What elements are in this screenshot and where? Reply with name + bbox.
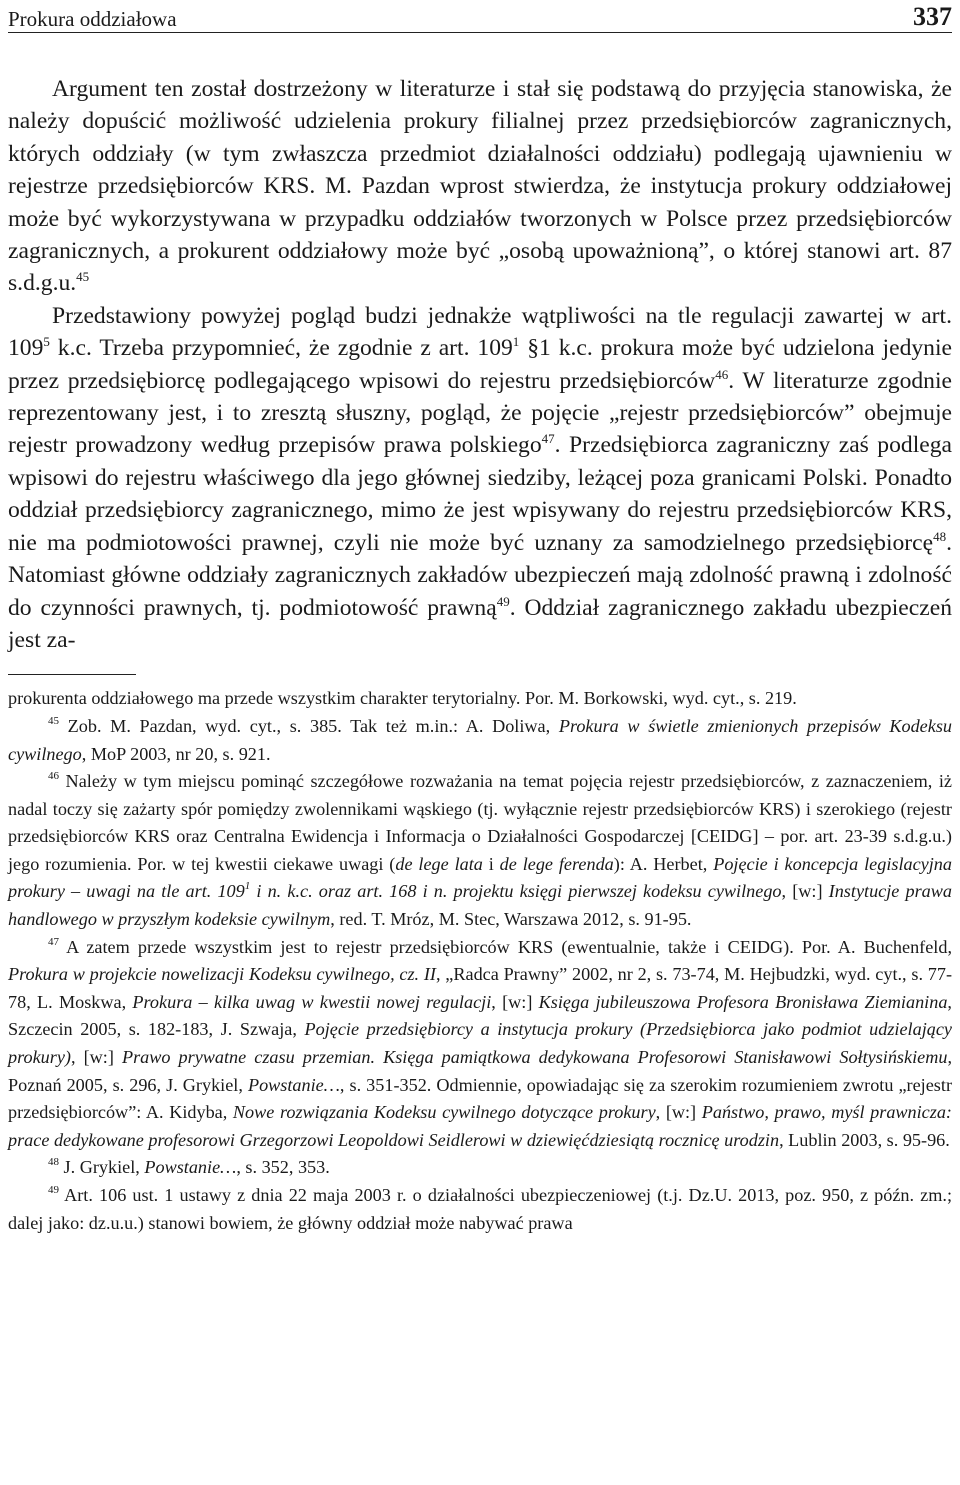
italic-span: Prawo prywatne czasu przemian. Księga pamiątkowa dedykowana Profesorowi Stanisławowi Sołtysińskiemu (121, 1047, 948, 1068)
text-span: Art. 106 ust. 1 ustawy z dnia 22 maja 2003 r. o działalności ubezpieczeniowej (t.j. Dz.U. 2013, poz. 950, z późn. zm.; dalej jako: dz.u.u.) stanowi bowiem, że główny oddział może nabywać prawa (8, 1185, 952, 1233)
main-text (8, 73, 952, 656)
italic-span: i n. k.c. oraz art. 168 i n. projektu księgi pierwszej kodeksu cywilnego (250, 881, 782, 902)
text-span: Przedstawiony powyżej pogląd budzi jednakże wątpliwości na tle regulacji zawartej w art. 109 (8, 302, 952, 362)
text-span: , MoP 2003, nr 20, s. 921. (81, 743, 271, 764)
text-span: , „Radca Prawny” 2002, nr 2, s. 73-74, M. Hejbudzki, wyd. cyt., s. 77-78, L. Moskwa, (8, 964, 952, 1012)
running-title: Prokura oddziałowa (8, 7, 177, 31)
text-span: Argument ten został dostrzeżony w literaturze i stał się podstawą do przyjęcia stanowiska, że należy dopuścić możliwość udzielenia prokury filialnej przez przedsiębiorców zagranicznych, których oddziały (w tym zwłaszcza przedmiot działalności oddziału) podlegają ujawnieniu w rejestrze przedsiębiorców KRS. M. Pazdan wprost stwierdza, że instytucja prokury oddziałowej może być wykorzystywana w przypadku oddziałów tworzonych w Polsce przez przedsiębiorców zagranicznych, a prokurent oddziałowy może być „osobą upoważnioną”, o której stanowi art. 87 s.d.g.u. (8, 76, 952, 297)
italic-span: de lege ferenda (499, 853, 614, 874)
text-span: , s. 352, 353. (236, 1157, 330, 1178)
text-span: , [w:] (655, 1102, 702, 1123)
footnote-separator (8, 674, 136, 675)
text-span: i (482, 853, 500, 874)
text-span: , [w:] (70, 1047, 122, 1068)
footnote-ref: 49 (496, 593, 510, 609)
footnote (8, 685, 952, 713)
italic-span: Powstanie… (247, 1074, 340, 1095)
text-span: . Natomiast główne oddziały zagranicznych zakładów ubezpieczeń mają zdolność prawną i zdolność do czynności prawnych, tj. podmiotowość prawną (8, 529, 952, 621)
text-span: . Przedsiębiorca zagraniczny zaś podlega wpisowi do rejestru właściwego dla jego głównej siedziby, leżącej poza granicami Polski. Ponadto oddział przedsiębiorcy zagranicznego, mimo że jest wpisywany do rejestru przedsiębiorców KRS, nie ma podmiotowości prawnej, czyli nie może być uznany za samodzielnego przedsiębiorcę (8, 432, 952, 556)
page-number: 337 (913, 2, 952, 31)
footnote-ref: 47 (541, 431, 555, 447)
text-span: , Poznań 2005, s. 296, J. Grykiel, (8, 1047, 952, 1095)
italic-span: Instytucje prawa handlowego w przyszłym kodeksie cywilnym (8, 881, 952, 930)
text-span: Zob. M. Pazdan, wyd. cyt., s. 385. Tak też m.in.: A. Doliwa, (59, 715, 559, 736)
footnote-ref: 48 (48, 1156, 59, 1169)
text-span: §1 k.c. prokura może być udzielona jedynie przez przedsiębiorcę podlegającego wpisowi do rejestru przedsiębiorców (8, 335, 953, 394)
text-span: , Szczecin 2005, s. 182-183, J. Szwaja, (8, 991, 952, 1040)
text-span: , red. T. Mróz, M. Stec, Warszawa 2012, s. 91-95. (330, 909, 692, 930)
italic-span: Prokura w projekcie nowelizacji Kodeksu cywilnego, cz. II (8, 964, 436, 985)
footnote (8, 1182, 952, 1237)
text-span: k.c. Trzeba przypomnieć, że zgodnie z art. 109 (49, 335, 513, 362)
italic-span: Pojęcie przedsiębiorcy a instytucja prokury (Przedsiębiorca jako podmiot udzielający prokury) (8, 1019, 952, 1068)
italic-span: Prokura – kilka uwag w kwestii nowej regulacji (132, 991, 492, 1012)
running-header (8, 0, 952, 33)
text-span: , Lublin 2003, s. 95-96. (779, 1129, 950, 1150)
text-span: , s. 351-352. Odmiennie, opowiadając się za szerokim rozumieniem zwrotu „rejestr przedsiębiorców”: A. Kidyba, (8, 1074, 952, 1123)
text-span: . W literaturze zgodnie reprezentowany jest, i to zresztą słuszny, pogląd, że pojęcie „rejestr przedsiębiorców” obejmuje rejestr prowadzony według przepisów prawa polskiego (8, 367, 952, 459)
footnote (8, 934, 952, 1155)
text-span: J. Grykiel, (59, 1157, 145, 1178)
text-span: prokurenta oddziałowego ma przede wszystkim charakter terytorialny. Por. M. Borkowski, wyd. cyt., s. 219. (8, 688, 797, 709)
footnote (8, 1154, 952, 1182)
footnote-ref: 5 (43, 334, 50, 350)
footnote-ref: 49 (48, 1184, 59, 1196)
footnote-ref: 1 (244, 880, 251, 893)
footnote-ref: 48 (933, 528, 947, 544)
italic-span: Prokura w świetle zmienionych przepisów Kodeksu cywilnego (8, 715, 952, 764)
footnotes (8, 685, 952, 1237)
footnote (8, 768, 952, 934)
italic-span: Powstanie… (144, 1157, 237, 1178)
footnote (8, 713, 952, 768)
text-span: . Oddział zagranicznego zakładu ubezpieczeń jest za- (8, 594, 952, 653)
text-span: , [w:] (491, 991, 539, 1012)
text-span: , [w:] (781, 881, 829, 902)
footnote-ref: 1 (512, 334, 520, 350)
text-span: ): A. Herbet, (613, 853, 714, 874)
italic-span: de lege lata (395, 853, 483, 874)
footnote-ref: 47 (48, 935, 59, 948)
body-paragraph (8, 300, 952, 656)
footnote-ref: 46 (48, 770, 59, 783)
italic-span: Nowe rozwiązania Kodeksu cywilnego dotyczące prokury (232, 1102, 656, 1123)
footnote-ref: 45 (48, 714, 59, 727)
italic-span: Pojęcie i koncepcja legislacyjna prokury – uwagi na tle art. 109 (8, 853, 952, 902)
text-span: Należy w tym miejscu pominąć szczegółowe rozważania na temat pojęcia rejestr przedsiębiorców, z zaznaczeniem, iż nadal toczy się zażarty spór pomiędzy zwolennikami wąskiego (tj. wyłącznie rejestr przedsiębiorców KRS) i szerokiego (rejestr przedsiębiorców KRS oraz Centralna Ewidencja i Informacja o Działalności Gospodarczej [CEIDG] – por. art. 23-39 s.d.g.u.) jego rozumienia. Por. w tej kwestii ciekawe uwagi ( (8, 771, 952, 874)
italic-span: Księga jubileuszowa Profesora Bronisława Ziemianina (538, 991, 948, 1012)
italic-span: Państwo, prawo, myśl prawnicza: prace dedykowane profesorowi Grzegorzowi Leopoldowi Seidlerowi w dziewięćdziesiątą rocznicę urodzin (8, 1102, 952, 1150)
body-paragraph (8, 73, 952, 300)
text-span: A zatem przede wszystkim jest to rejestr przedsiębiorców KRS (ewentualnie, także i CEIDG). Por. A. Buchenfeld, (59, 936, 952, 957)
footnote-ref: 45 (76, 269, 90, 285)
footnote-ref: 46 (715, 366, 729, 382)
